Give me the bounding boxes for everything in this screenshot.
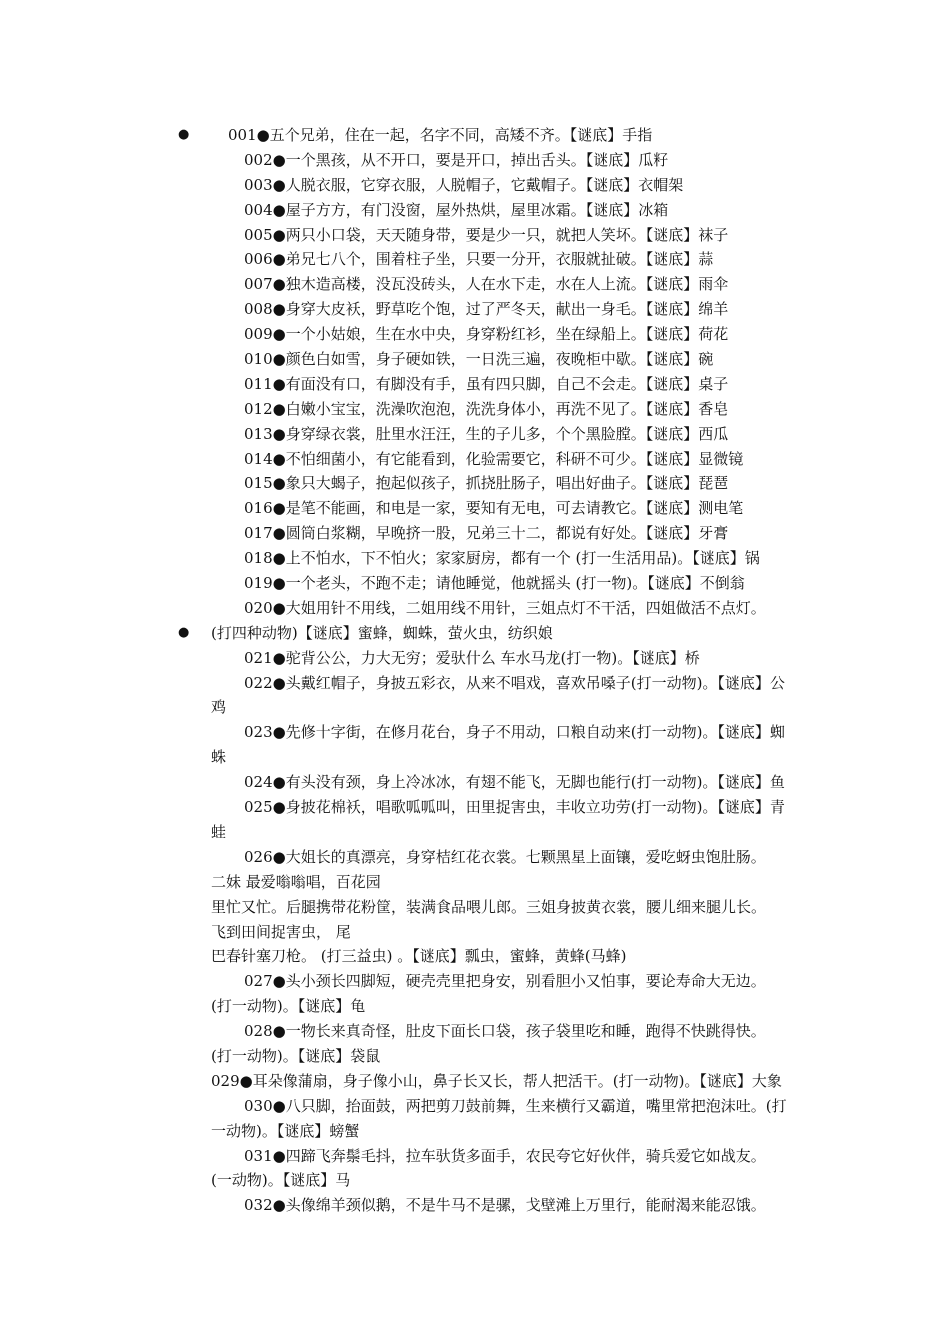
riddle-text: 012●白嫩小宝宝，洗澡吹泡泡，洗洗身体小，再洗不见了。【谜底】香皂 xyxy=(244,399,729,418)
riddle-text: 蛙 xyxy=(211,822,227,841)
text-line xyxy=(0,272,950,297)
text-line xyxy=(0,322,950,347)
text-line xyxy=(0,994,950,1019)
riddle-text: (打一动物)。【谜底】袋鼠 xyxy=(211,1046,381,1065)
text-line xyxy=(0,347,950,372)
text-line xyxy=(0,745,950,770)
text-line xyxy=(0,596,950,621)
riddle-text: 002●一个黑孩，从不开口，要是开口，掉出舌头。【谜底】瓜籽 xyxy=(244,150,669,169)
riddle-text: 010●颜色白如雪，身子硬如铁，一日洗三遍，夜晚柜中歇。【谜底】碗 xyxy=(244,350,714,369)
riddle-text: 015●象只大蝎子，抱起似孩子，抓挠肚肠子，唱出好曲子。【谜底】琵琶 xyxy=(244,474,729,493)
text-line xyxy=(0,571,950,596)
riddle-text: 001●五个兄弟，住在一起，名字不同，高矮不齐。【谜底】手指 xyxy=(228,126,653,144)
riddle-text: 004●屋子方方，有门没窗，屋外热烘，屋里冰霜。【谜底】冰箱 xyxy=(244,200,669,219)
text-line xyxy=(0,397,950,422)
riddle-text: 飞到田间捉害虫， 尾 xyxy=(211,922,351,941)
riddle-text: 027●头小颈长四脚短，硬壳壳里把身安，别看胆小又怕事，要论寿命大无边。 xyxy=(244,972,766,991)
text-line xyxy=(0,1144,950,1169)
text-line xyxy=(0,944,950,969)
text-line xyxy=(0,671,950,696)
riddle-text: 007●独木造高楼，没瓦没砖头，人在水下走，水在人上流。【谜底】雨伞 xyxy=(244,275,729,294)
text-line xyxy=(0,372,950,397)
text-line xyxy=(0,695,950,720)
riddle-text: 一动物)。【谜底】螃蟹 xyxy=(211,1121,360,1140)
text-line xyxy=(0,447,950,472)
riddle-text: 022●头戴红帽子，身披五彩衣，从来不唱戏，喜欢吊嗓子(打一动物)。【谜底】公 xyxy=(244,673,785,692)
text-line xyxy=(0,148,950,173)
list-bullet: ● xyxy=(178,624,190,640)
text-line xyxy=(0,969,950,994)
riddle-text: 里忙又忙。后腿携带花粉筐，装满食品喂儿郎。三姐身披黄衣裳，腰儿细来腿儿长。 xyxy=(211,897,767,916)
riddle-text: 023●先修十字街，在修月花台，身子不用动，口粮自动来(打一动物)。【谜底】蜘 xyxy=(244,723,785,742)
riddle-text: 030●八只脚，抬面鼓，两把剪刀鼓前舞，生来横行又霸道，嘴里常把泡沫吐。(打 xyxy=(244,1096,787,1115)
text-line xyxy=(0,1019,950,1044)
list-bullet: ● xyxy=(178,127,190,142)
text-line xyxy=(0,247,950,272)
riddle-text: 005●两只小口袋，天天随身带，要是少一只，就把人笑坏。【谜底】袜子 xyxy=(244,225,729,244)
text-line xyxy=(0,1168,950,1193)
riddle-text: 028●一物长来真奇怪，肚皮下面长口袋，孩子袋里吃和睡，跑得不快跳得快。 xyxy=(244,1022,766,1041)
riddle-list xyxy=(0,123,950,1218)
riddle-text: 鸡 xyxy=(211,698,227,717)
riddle-text: 021●驼背公公，力大无穷；爱驮什么 车水马龙(打一物)。【谜底】桥 xyxy=(244,648,700,667)
text-line xyxy=(0,496,950,521)
riddle-text: 029●耳朵像蒲扇，身子像小山，鼻子长又长，帮人把活干。(打一动物)。【谜底】大象 xyxy=(211,1071,782,1090)
text-line xyxy=(0,920,950,945)
text-line xyxy=(0,1044,950,1069)
text-line xyxy=(0,521,950,546)
text-line xyxy=(0,471,950,496)
riddle-text: 025●身披花棉袄，唱歌呱呱叫，田里捉害虫，丰收立功劳(打一动物)。【谜底】青 xyxy=(244,798,785,817)
riddle-text: 009●一个小姑娘，生在水中央，身穿粉红衫，坐在绿船上。【谜底】荷花 xyxy=(244,325,729,344)
text-line xyxy=(0,820,950,845)
riddle-text: 蛛 xyxy=(211,748,227,767)
text-line xyxy=(0,646,950,671)
riddle-text: 032●头像绵羊颈似鹅，不是牛马不是骡，戈壁滩上万里行，能耐渴来能忍饿。 xyxy=(244,1196,766,1215)
riddle-text: 011●有面没有口，有脚没有手，虽有四只脚，自己不会走。【谜底】桌子 xyxy=(244,374,729,393)
text-line xyxy=(0,123,950,148)
text-line xyxy=(0,795,950,820)
riddle-text: 019●一个老头，不跑不走；请他睡觉，他就摇头 (打一物)。【谜底】不倒翁 xyxy=(244,574,745,593)
text-line xyxy=(0,223,950,248)
text-line xyxy=(0,720,950,745)
text-line xyxy=(0,1094,950,1119)
text-line xyxy=(0,895,950,920)
text-line xyxy=(0,297,950,322)
riddle-text: 020●大姐用针不用线，二姐用线不用针，三姐点灯不干活，四姐做活不点灯。 xyxy=(244,598,766,617)
riddle-text: 026●大姐长的真漂亮，身穿桔红花衣裳。七颗黑星上面镶，爱吃蚜虫饱肚肠。 xyxy=(244,847,766,866)
riddle-text: 008●身穿大皮袄，野草吃个饱，过了严冬天，献出一身毛。【谜底】绵羊 xyxy=(244,300,729,319)
riddle-text: 巴春针塞刀枪。 (打三益虫) 。【谜底】瓢虫，蜜蜂，黄蜂(马蜂) xyxy=(211,947,627,966)
text-line xyxy=(0,845,950,870)
riddle-text: 031●四蹄飞奔鬃毛抖，拉车驮货多面手，农民夸它好伙伴，骑兵爱它如战友。 xyxy=(244,1146,766,1165)
text-line xyxy=(0,770,950,795)
text-line xyxy=(0,173,950,198)
riddle-text: 014●不怕细菌小，有它能看到，化验需要它，科研不可少。【谜底】显微镜 xyxy=(244,449,744,468)
riddle-text: 016●是笔不能画，和电是一家，要知有无电，可去请教它。【谜底】测电笔 xyxy=(244,499,744,518)
text-line xyxy=(0,870,950,895)
text-line xyxy=(0,1193,950,1218)
riddle-text: 018●上不怕水，下不怕火；家家厨房，都有一个 (打一生活用品)。【谜底】锅 xyxy=(244,549,760,568)
text-line xyxy=(0,1069,950,1094)
riddle-text: 013●身穿绿衣裳，肚里水汪汪，生的子儿多，个个黑脸膛。【谜底】西瓜 xyxy=(244,424,729,443)
riddle-text: (打四种动物)【谜底】蜜蜂，蜘蛛，萤火虫，纺织娘 xyxy=(211,623,553,642)
riddle-text: 024●有头没有颈，身上冷冰冰，有翅不能飞，无脚也能行(打一动物)。【谜底】鱼 xyxy=(244,773,785,792)
text-line xyxy=(0,621,950,646)
riddle-text: 003●人脱衣服，它穿衣服，人脱帽子，它戴帽子。【谜底】衣帽架 xyxy=(244,175,684,194)
riddle-text: 006●弟兄七八个，围着柱子坐，只要一分开，衣服就扯破。【谜底】蒜 xyxy=(244,250,714,269)
text-line xyxy=(0,1119,950,1144)
text-line xyxy=(0,546,950,571)
text-line xyxy=(0,198,950,223)
riddle-text: 二妹 最爱嗡嗡唱，百花园 xyxy=(211,872,381,891)
riddle-text: 017●圆筒白浆糊，早晚挤一股，兄弟三十二，都说有好处。【谜底】牙膏 xyxy=(244,524,729,543)
riddle-text: (一动物)。【谜底】马 xyxy=(211,1171,351,1190)
text-line xyxy=(0,422,950,447)
riddle-text: (打一动物)。【谜底】龟 xyxy=(211,997,366,1016)
